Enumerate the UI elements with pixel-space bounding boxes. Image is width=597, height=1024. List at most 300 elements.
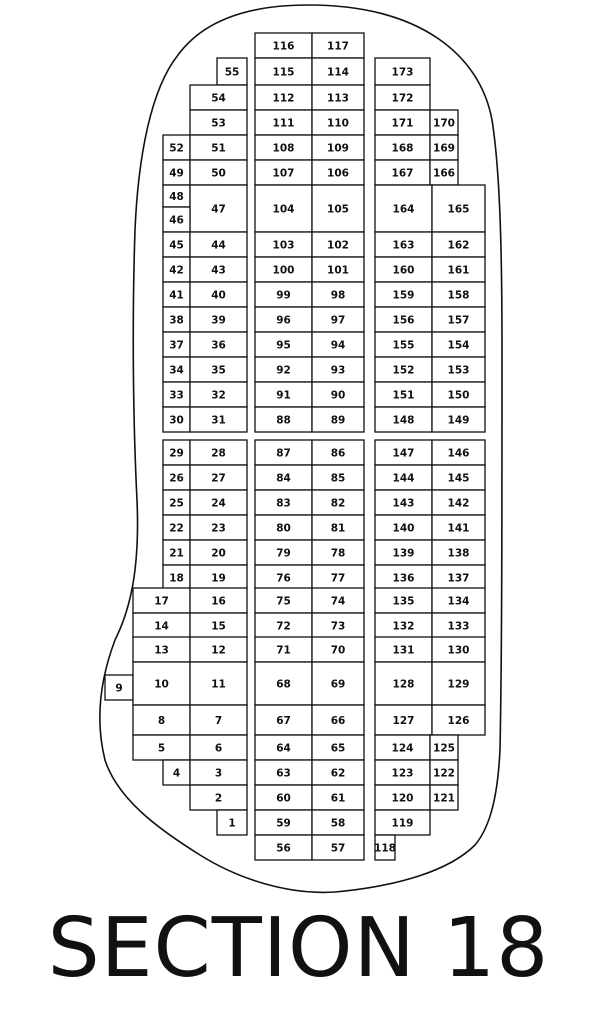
plot-59[interactable] [255, 810, 312, 835]
plot-20[interactable] [190, 540, 247, 565]
plot-47[interactable] [190, 185, 247, 232]
plot-number: 87 [276, 447, 291, 460]
plot-number: 61 [330, 792, 346, 805]
plot-27[interactable] [190, 465, 247, 490]
plot-170[interactable] [430, 110, 458, 135]
plot-number: 48 [169, 191, 184, 203]
plot-91[interactable] [255, 382, 312, 407]
plot-26[interactable] [163, 465, 190, 490]
plot-71[interactable] [255, 637, 312, 662]
plot-number: 26 [169, 472, 184, 485]
plot-123[interactable] [375, 760, 430, 785]
plot-148[interactable] [375, 407, 432, 432]
plot-10[interactable] [133, 662, 190, 705]
plot-38[interactable] [163, 307, 190, 332]
plot-70[interactable] [312, 637, 364, 662]
plot-number: 70 [330, 644, 346, 657]
plot-58[interactable] [312, 810, 364, 835]
plot-22[interactable] [163, 515, 190, 540]
plot-82[interactable] [312, 490, 364, 515]
plot-41[interactable] [163, 282, 190, 307]
plot-number: 96 [276, 314, 291, 327]
plot-66[interactable] [312, 705, 364, 735]
plot-146[interactable] [432, 440, 485, 465]
plot-104[interactable] [255, 185, 312, 232]
plot-number: 173 [391, 66, 414, 79]
plot-number: 148 [392, 414, 415, 427]
plot-number: 52 [169, 142, 184, 155]
plot-60[interactable] [255, 785, 312, 810]
plot-number: 135 [392, 595, 415, 608]
plot-140[interactable] [375, 515, 432, 540]
plot-79[interactable] [255, 540, 312, 565]
plot-number: 122 [433, 767, 455, 780]
plot-number: 62 [330, 767, 346, 780]
plot-74[interactable] [312, 588, 364, 613]
plot-128[interactable] [375, 662, 432, 705]
plot-number: 4 [172, 767, 181, 780]
plot-number: 132 [392, 620, 415, 633]
plot-number: 49 [169, 167, 184, 180]
plot-90[interactable] [312, 382, 364, 407]
plot-153[interactable] [432, 357, 485, 382]
plot-number: 166 [433, 167, 455, 180]
plot-number: 72 [276, 620, 291, 633]
plot-number: 90 [330, 389, 346, 402]
plot-93[interactable] [312, 357, 364, 382]
plot-number: 75 [276, 595, 291, 608]
plot-number: 34 [169, 364, 184, 377]
plot-120[interactable] [375, 785, 430, 810]
plot-161[interactable] [432, 257, 485, 282]
plot-number: 23 [211, 522, 226, 535]
plot-111[interactable] [255, 110, 312, 135]
plot-39[interactable] [190, 307, 247, 332]
plot-number: 112 [272, 92, 295, 105]
plot-number: 33 [169, 389, 184, 402]
plot-number: 144 [392, 472, 415, 485]
plot-15[interactable] [190, 613, 247, 638]
plot-118[interactable] [374, 835, 396, 860]
plot-number: 116 [272, 40, 295, 53]
plot-101[interactable] [312, 257, 364, 282]
plot-103[interactable] [255, 232, 312, 257]
plot-number: 76 [276, 572, 291, 585]
plot-134[interactable] [432, 588, 485, 613]
plot-98[interactable] [312, 282, 364, 307]
plot-53[interactable] [190, 110, 247, 135]
plot-43[interactable] [190, 257, 247, 282]
plot-49[interactable] [163, 160, 190, 185]
plot-number: 82 [330, 497, 346, 510]
plot-63[interactable] [255, 760, 312, 785]
plot-124[interactable] [375, 735, 430, 760]
plot-number: 20 [211, 547, 226, 560]
plot-42[interactable] [163, 257, 190, 282]
plot-61[interactable] [312, 785, 364, 810]
plot-number: 146 [447, 447, 470, 460]
plot-number: 119 [391, 817, 414, 830]
plot-46[interactable] [163, 207, 190, 232]
plot-3[interactable] [190, 760, 247, 785]
plot-40[interactable] [190, 282, 247, 307]
plot-164[interactable] [375, 185, 432, 232]
plot-81[interactable] [312, 515, 364, 540]
plot-number: 145 [447, 472, 470, 485]
plot-number: 59 [276, 817, 291, 830]
plot-100[interactable] [255, 257, 312, 282]
plot-number: 129 [447, 678, 470, 691]
plot-132[interactable] [375, 613, 432, 638]
plot-50[interactable] [190, 160, 247, 185]
plot-4[interactable] [163, 760, 190, 785]
plot-number: 7 [214, 715, 223, 727]
plot-number: 118 [374, 842, 396, 855]
plot-number: 24 [211, 497, 226, 510]
plot-122[interactable] [430, 760, 458, 785]
plot-129[interactable] [432, 662, 485, 705]
plot-2[interactable] [190, 785, 247, 810]
plot-121[interactable] [430, 785, 458, 810]
plot-number: 19 [211, 572, 226, 585]
plot-76[interactable] [255, 565, 312, 590]
plot-number: 149 [447, 414, 470, 427]
plot-165[interactable] [432, 185, 485, 232]
plot-136[interactable] [375, 565, 432, 590]
plot-87[interactable] [255, 440, 312, 465]
plot-number: 109 [327, 142, 349, 155]
plot-number: 123 [391, 767, 414, 780]
plot-number: 32 [211, 389, 226, 402]
plot-number: 101 [327, 264, 349, 277]
plot-137[interactable] [432, 565, 485, 590]
plot-number: 124 [391, 742, 414, 755]
plot-29[interactable] [163, 440, 190, 465]
plot-number: 11 [211, 678, 226, 691]
plot-21[interactable] [163, 540, 190, 565]
plot-number: 157 [447, 314, 470, 327]
plot-number: 168 [391, 142, 414, 155]
plot-number: 158 [447, 289, 470, 302]
plot-77[interactable] [312, 565, 364, 590]
plot-number: 94 [330, 339, 346, 352]
plot-number: 46 [169, 214, 184, 227]
plot-12[interactable] [190, 637, 247, 662]
plot-number: 39 [211, 314, 226, 327]
plot-13[interactable] [133, 637, 190, 662]
plot-106[interactable] [312, 160, 364, 185]
plot-72[interactable] [255, 613, 312, 638]
plot-160[interactable] [375, 257, 432, 282]
plot-number: 161 [447, 264, 470, 277]
plot-130[interactable] [432, 637, 485, 662]
plot-number: 28 [211, 447, 226, 460]
plot-112[interactable] [255, 85, 312, 110]
plot-94[interactable] [312, 332, 364, 357]
plot-162[interactable] [432, 232, 485, 257]
plot-number: 92 [276, 364, 291, 377]
plot-116[interactable] [255, 33, 312, 58]
plot-number: 167 [391, 167, 414, 180]
plot-141[interactable] [432, 515, 485, 540]
plot-number: 67 [276, 715, 291, 727]
plot-number: 171 [391, 117, 414, 130]
plot-138[interactable] [432, 540, 485, 565]
plot-number: 53 [211, 117, 226, 130]
plot-97[interactable] [312, 307, 364, 332]
plot-number: 105 [327, 203, 349, 216]
plot-62[interactable] [312, 760, 364, 785]
plot-68[interactable] [255, 662, 312, 705]
plot-number: 38 [169, 314, 184, 327]
plot-number: 60 [276, 792, 291, 805]
plot-number: 17 [154, 595, 169, 608]
plot-number: 50 [211, 167, 226, 180]
plot-147[interactable] [375, 440, 432, 465]
plot-131[interactable] [375, 637, 432, 662]
plot-number: 14 [154, 620, 169, 633]
plot-number: 159 [392, 289, 415, 302]
plot-number: 98 [330, 289, 346, 302]
plot-78[interactable] [312, 540, 364, 565]
plot-172[interactable] [375, 85, 430, 110]
plot-number: 102 [327, 239, 349, 252]
plot-73[interactable] [312, 613, 364, 638]
plot-67[interactable] [255, 705, 312, 735]
plot-35[interactable] [190, 357, 247, 382]
plot-number: 10 [154, 678, 169, 691]
plot-36[interactable] [190, 332, 247, 357]
plot-133[interactable] [432, 613, 485, 638]
plot-25[interactable] [163, 490, 190, 515]
plot-33[interactable] [163, 382, 190, 407]
plot-16[interactable] [190, 588, 247, 613]
plot-number: 3 [214, 767, 223, 780]
plot-23[interactable] [190, 515, 247, 540]
plot-56[interactable] [255, 835, 312, 860]
plot-99[interactable] [255, 282, 312, 307]
plot-number: 6 [214, 742, 223, 755]
plot-number: 78 [330, 547, 346, 560]
plot-28[interactable] [190, 440, 247, 465]
plot-number: 25 [169, 497, 184, 510]
plot-18[interactable] [163, 565, 190, 590]
plot-145[interactable] [432, 465, 485, 490]
plot-number: 15 [211, 620, 226, 633]
plot-125[interactable] [430, 735, 458, 760]
plot-114[interactable] [312, 58, 364, 85]
plot-number: 120 [391, 792, 414, 805]
plot-108[interactable] [255, 135, 312, 160]
plot-9[interactable] [105, 675, 133, 700]
plot-17[interactable] [133, 588, 190, 613]
plot-number: 114 [327, 66, 349, 79]
plot-number: 85 [330, 472, 346, 485]
plot-126[interactable] [432, 705, 485, 735]
plot-number: 73 [330, 620, 346, 633]
plot-number: 127 [392, 715, 415, 727]
plot-number: 152 [392, 364, 415, 377]
plot-number: 164 [392, 203, 415, 216]
plot-number: 31 [211, 414, 226, 427]
plot-92[interactable] [255, 357, 312, 382]
plot-number: 141 [447, 522, 470, 535]
plot-57[interactable] [312, 835, 364, 860]
plot-135[interactable] [375, 588, 432, 613]
plot-number: 79 [276, 547, 291, 560]
plot-number: 58 [330, 817, 346, 830]
plot-158[interactable] [432, 282, 485, 307]
plot-number: 27 [211, 472, 226, 485]
plot-52[interactable] [163, 135, 190, 160]
plot-119[interactable] [375, 810, 430, 835]
plot-number: 35 [211, 364, 226, 377]
plot-88[interactable] [255, 407, 312, 432]
plot-37[interactable] [163, 332, 190, 357]
plot-number: 2 [214, 792, 223, 805]
plot-24[interactable] [190, 490, 247, 515]
plot-75[interactable] [255, 588, 312, 613]
plot-64[interactable] [255, 735, 312, 760]
plot-45[interactable] [163, 232, 190, 257]
plot-85[interactable] [312, 465, 364, 490]
plot-127[interactable] [375, 705, 432, 735]
plot-number: 133 [447, 620, 470, 633]
plot-44[interactable] [190, 232, 247, 257]
plot-86[interactable] [312, 440, 364, 465]
plot-number: 151 [392, 389, 415, 402]
plot-number: 29 [169, 447, 184, 460]
plot-117[interactable] [312, 33, 364, 58]
plot-number: 64 [276, 742, 291, 755]
plot-110[interactable] [312, 110, 364, 135]
plot-144[interactable] [375, 465, 432, 490]
plot-55[interactable] [217, 58, 247, 85]
plot-number: 51 [211, 142, 226, 155]
plot-109[interactable] [312, 135, 364, 160]
plot-154[interactable] [432, 332, 485, 357]
plot-number: 172 [391, 92, 414, 105]
plot-number: 134 [447, 595, 470, 608]
plot-number: 128 [392, 678, 415, 691]
plot-number: 89 [330, 414, 346, 427]
plot-69[interactable] [312, 662, 364, 705]
plot-54[interactable] [190, 85, 247, 110]
plot-number: 69 [330, 678, 346, 691]
plot-number: 56 [276, 842, 291, 855]
plot-number: 104 [272, 203, 295, 216]
plot-number: 36 [211, 339, 226, 352]
plot-14[interactable] [133, 613, 190, 638]
plot-8[interactable] [133, 705, 190, 735]
plot-number: 63 [276, 767, 291, 780]
plot-95[interactable] [255, 332, 312, 357]
plot-number: 68 [276, 678, 291, 691]
plot-number: 121 [433, 792, 455, 805]
plot-157[interactable] [432, 307, 485, 332]
plot-105[interactable] [312, 185, 364, 232]
plot-number: 88 [276, 414, 291, 427]
plot-number: 99 [276, 289, 291, 302]
plot-number: 103 [272, 239, 295, 252]
plot-143[interactable] [375, 490, 432, 515]
plot-7[interactable] [190, 705, 247, 735]
plot-107[interactable] [255, 160, 312, 185]
plot-51[interactable] [190, 135, 247, 160]
plot-84[interactable] [255, 465, 312, 490]
plot-32[interactable] [190, 382, 247, 407]
plot-number: 21 [169, 547, 184, 560]
plot-number: 126 [447, 715, 470, 727]
plot-number: 93 [330, 364, 346, 377]
plot-167[interactable] [375, 160, 430, 185]
plot-115[interactable] [255, 58, 312, 85]
plot-number: 55 [224, 66, 240, 79]
plot-number: 42 [169, 264, 184, 277]
plot-80[interactable] [255, 515, 312, 540]
plot-142[interactable] [432, 490, 485, 515]
plot-1[interactable] [217, 810, 247, 835]
plot-number: 106 [327, 167, 349, 180]
plot-159[interactable] [375, 282, 432, 307]
plot-149[interactable] [432, 407, 485, 432]
plot-number: 30 [169, 414, 184, 427]
plot-171[interactable] [375, 110, 430, 135]
plot-152[interactable] [375, 357, 432, 382]
plot-number: 40 [211, 289, 226, 302]
plot-19[interactable] [190, 565, 247, 590]
plot-83[interactable] [255, 490, 312, 515]
plot-30[interactable] [163, 407, 190, 432]
plot-number: 84 [276, 472, 291, 485]
plot-number: 5 [157, 742, 166, 755]
plot-number: 83 [276, 497, 291, 510]
plot-number: 1 [228, 817, 236, 830]
plot-102[interactable] [312, 232, 364, 257]
plot-139[interactable] [375, 540, 432, 565]
plot-96[interactable] [255, 307, 312, 332]
plot-11[interactable] [190, 662, 247, 705]
plot-34[interactable] [163, 357, 190, 382]
plot-168[interactable] [375, 135, 430, 160]
plot-number: 115 [272, 66, 295, 79]
plot-89[interactable] [312, 407, 364, 432]
plot-5[interactable] [133, 735, 190, 760]
plot-113[interactable] [312, 85, 364, 110]
plot-173[interactable] [375, 58, 430, 85]
plot-150[interactable] [432, 382, 485, 407]
plot-number: 9 [115, 682, 123, 695]
plot-31[interactable] [190, 407, 247, 432]
plot-number: 142 [447, 497, 470, 510]
plot-163[interactable] [375, 232, 432, 257]
plot-166[interactable] [430, 160, 458, 185]
plot-number: 162 [447, 239, 470, 252]
plot-65[interactable] [312, 735, 364, 760]
plot-6[interactable] [190, 735, 247, 760]
plot-number: 170 [433, 117, 455, 130]
plot-151[interactable] [375, 382, 432, 407]
plot-number: 110 [327, 117, 349, 130]
plot-number: 136 [392, 572, 415, 585]
plot-number: 66 [330, 715, 346, 727]
plot-number: 47 [211, 203, 226, 216]
plot-48[interactable] [163, 185, 190, 207]
plot-156[interactable] [375, 307, 432, 332]
plot-169[interactable] [430, 135, 458, 160]
plot-155[interactable] [375, 332, 432, 357]
plot-number: 163 [392, 239, 415, 252]
